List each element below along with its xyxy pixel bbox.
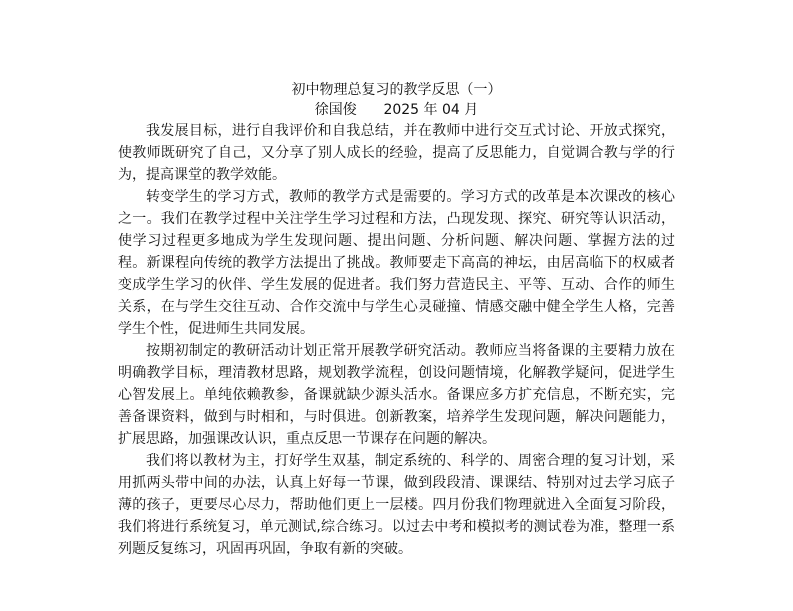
paragraph: 按期初制定的教研活动计划正常开展教学研究活动。教师应当将备课的主要精力放在明确教学目标，理清教材思路，规划教学流程，创设问题情境，化解教学疑问，促进学生心智发展上。单纯依赖教参，备课就缺少源头活水。备课应多方扩充信息，不断充实，完善备课资料，做到与时相和，与时俱进。创新教案，培养学生发现问题，解决问题能力，扩展思路，加强课改认识，重点反思一节课存在问题的解决。 — [118, 343, 675, 447]
byline — [118, 100, 675, 120]
document-title: 初中物理总复习的教学反思（一） — [291, 82, 502, 98]
document-date: 2025 年 04 月 — [383, 102, 479, 118]
document-page — [118, 80, 675, 560]
paragraph: 转变学生的学习方式，教师的教学方式是需要的。学习方式的改革是本次课改的核心之一。我们在教学过程中关注学生学习过程和方法，凸现发现、探究、研究等认识活动，使学习过程更多地成为学生发现问题、提出问题、分析问题、解决问题、掌握方法的过程。新课程向传统的教学方法提出了挑战。教师要走下高高的神坛，由居高临下的权威者变成学生学习的伙伴、学生发展的促进者。我们努力营造民主、平等、互动、合作的师生关系，在与学生交往互动、合作交流中与学生心灵碰撞、情感交融中健全学生人格，完善学生个性，促进师生共同发展。 — [118, 189, 675, 337]
paragraph: 我们将以教材为主，打好学生双基，制定系统的、科学的、周密合理的复习计划，采用抓两头带中间的办法，认真上好每一节课，做到段段清、课课结、特别对过去学习底子薄的孩子，更要尽心尽力，帮助他们更上一层楼。四月份我们物理就进入全面复习阶段，我们将进行系统复习，单元测试,综合练习。以过去中考和模拟考的测试卷为准，整理一系列题反复练习，巩固再巩固，争取有新的突破。 — [118, 453, 675, 557]
author-name: 徐国俊 — [314, 102, 357, 118]
paragraph: 我发展目标，进行自我评价和自我总结，并在教师中进行交互式讨论、开放式探究，使教师既研究了自己，又分享了别人成长的经验，提高了反思能力，自觉调合教与学的行为，提高课堂的教学效能。 — [118, 123, 675, 183]
byline-spacer — [357, 102, 384, 118]
